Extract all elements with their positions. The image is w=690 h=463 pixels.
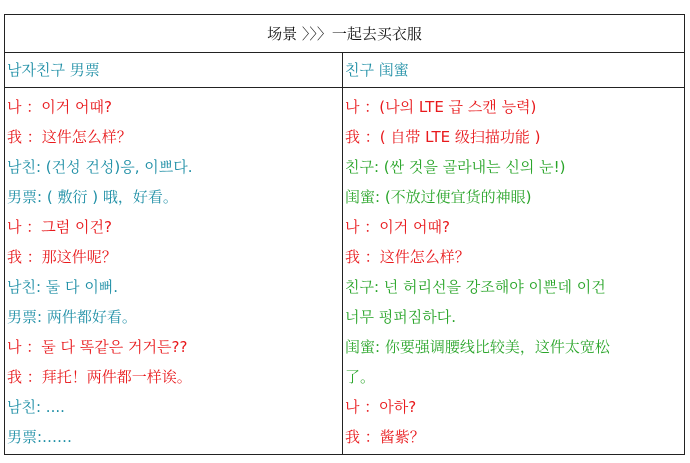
dialogue-line: 남친: (건성 건성)응, 이쁘다. — [7, 158, 193, 176]
header-girlfriend: 친구 闺蜜 — [345, 61, 409, 79]
girlfriend-column — [345, 92, 683, 452]
dialogue-line: 男票: ( 敷衍 ) 哦，好看。 — [7, 188, 178, 206]
column-divider — [342, 53, 343, 454]
dialogue-line: 나 ：이거 어때? — [345, 218, 450, 236]
dialogue-line: 나 ：아하? — [345, 398, 417, 416]
dialogue-line: 闺蜜: (不放过便宜货的神眼) — [345, 188, 532, 206]
dialogue-line: 남친: .... — [7, 398, 65, 416]
dialogue-line: 친구: 넌 허리선을 강조해야 이쁜데 이건 — [345, 278, 606, 296]
dialogue-line: 나 ：그럼 이건? — [7, 218, 112, 236]
dialogue-line: 나 ：이거 어때? — [7, 98, 112, 116]
dialogue-line: 我 ：酱紫？ — [345, 428, 425, 446]
table-title: 场景 〉〉〉一起去买衣服 — [5, 15, 684, 53]
dialogue-line: 我 ：( 自带 LTE 级扫描功能 ) — [345, 128, 541, 146]
dialogue-line: 男票: 两件都好看。 — [7, 308, 137, 326]
dialogue-line: 我 ：那这件呢？ — [7, 248, 117, 266]
header-boyfriend: 남자친구 男票 — [7, 61, 100, 79]
dialogue-line: 너무 펑퍼짐하다. — [345, 308, 456, 326]
dialogue-line: 나 ：둘 다 똑같은 거거든?? — [7, 338, 188, 356]
table-header-row — [5, 53, 684, 88]
dialogue-table — [4, 14, 685, 455]
dialogue-line: 남친: 둘 다 이뻐. — [7, 278, 119, 296]
dialogue-line: 男票:…… — [7, 428, 73, 446]
dialogue-line: 我 ：这件怎么样？ — [7, 128, 132, 146]
dialogue-line: 친구: (싼 것을 골라내는 신의 눈!) — [345, 158, 566, 176]
boyfriend-column — [7, 92, 337, 452]
dialogue-line: 了。 — [345, 368, 376, 386]
dialogue-line: 我 ：拜托！两件都一样诶。 — [7, 368, 192, 386]
dialogue-line: 나 ：(나의 LTE 급 스캔 능력) — [345, 98, 537, 116]
dialogue-line: 闺蜜: 你要强调腰线比较美，这件太宽松 — [345, 338, 610, 356]
dialogue-line: 我 ：这件怎么样？ — [345, 248, 470, 266]
